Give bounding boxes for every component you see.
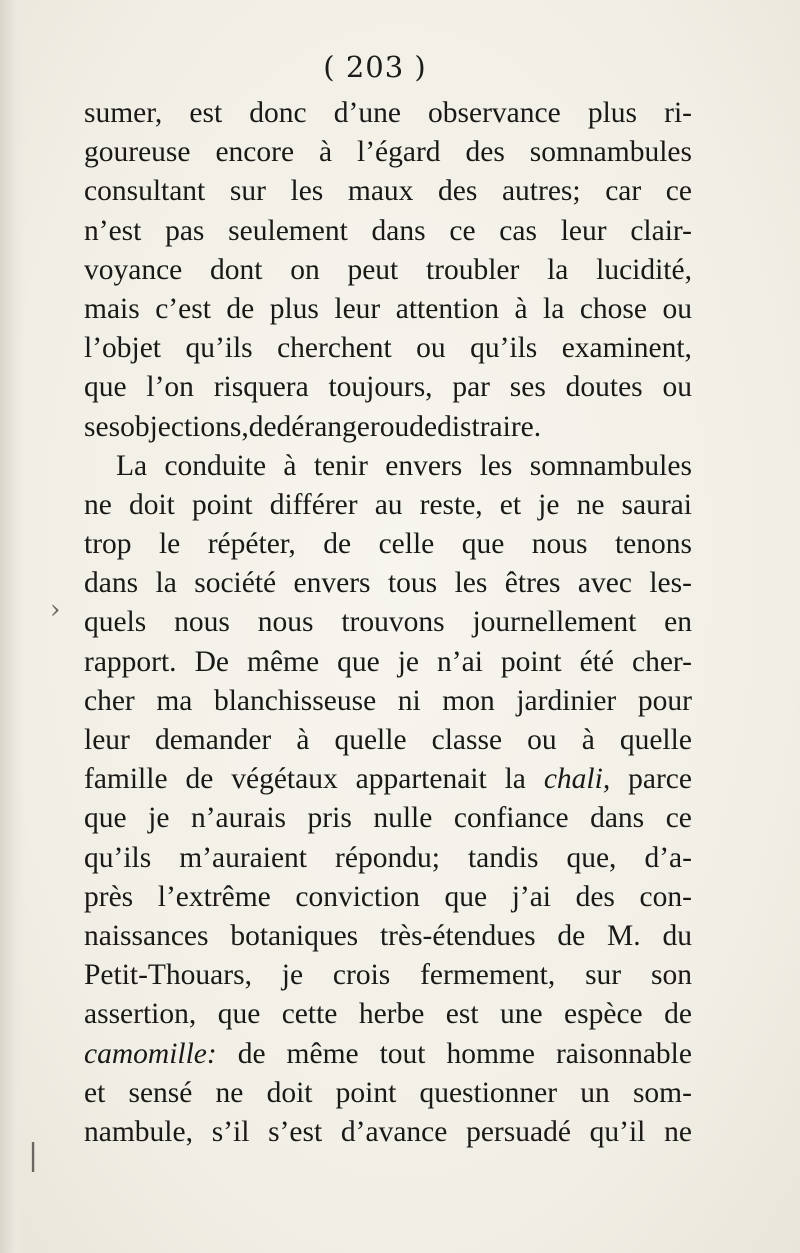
word: plus <box>269 292 319 325</box>
word: questionner <box>419 1076 558 1109</box>
word: botaniques <box>230 919 359 952</box>
word: cher <box>84 684 135 717</box>
word: s’il <box>211 1115 250 1148</box>
word: la <box>504 763 526 796</box>
word: De <box>194 645 229 678</box>
text-line <box>84 956 692 995</box>
text-line <box>84 878 692 917</box>
text-line <box>84 564 692 603</box>
text-line <box>84 133 692 172</box>
word: espèce <box>564 998 643 1031</box>
word: tenons <box>614 528 692 561</box>
word: que <box>84 802 127 835</box>
word: homme <box>446 1037 535 1070</box>
text-line <box>84 603 692 642</box>
word: est <box>445 998 479 1031</box>
word: trop <box>84 528 132 561</box>
text-line <box>84 721 692 760</box>
word: est <box>189 97 223 129</box>
text-line <box>84 251 692 290</box>
word: autres; <box>501 175 581 208</box>
word: que <box>84 371 127 404</box>
word: des <box>438 175 478 208</box>
word: à <box>296 724 310 756</box>
word: n’aurais <box>190 802 286 835</box>
word: que, <box>566 841 617 874</box>
word: somnambules <box>529 136 692 169</box>
word: leur <box>84 724 130 756</box>
word: et <box>84 1076 106 1109</box>
word: quelle <box>334 724 407 756</box>
word: con- <box>639 880 692 913</box>
word: d’a- <box>644 841 692 874</box>
word: camomille: <box>84 1037 217 1070</box>
text-line <box>84 839 692 878</box>
word: végétaux <box>231 763 338 796</box>
word: risquera <box>213 371 309 404</box>
word: leur <box>334 292 381 325</box>
word: à <box>318 136 333 169</box>
word: observance <box>428 97 561 129</box>
word: on <box>290 253 320 286</box>
word: crois <box>332 959 391 992</box>
word: doutes <box>565 371 643 404</box>
word: persuadé <box>466 1115 571 1148</box>
word: maux <box>347 175 414 208</box>
word: le <box>158 528 181 561</box>
word: mon <box>442 684 495 717</box>
word: fermement, <box>420 959 556 992</box>
word: sensé <box>128 1076 193 1109</box>
word: la <box>547 253 569 286</box>
text-line <box>84 408 692 447</box>
word: ne <box>84 488 112 521</box>
word: point <box>500 645 562 678</box>
word: point <box>335 1076 397 1109</box>
word: même <box>286 1037 359 1070</box>
word: troubler <box>425 253 520 286</box>
word: déranger <box>276 410 380 443</box>
word: ne <box>664 1115 692 1148</box>
word: différer <box>269 488 358 521</box>
text-line <box>84 290 692 329</box>
word: d’une <box>333 97 401 129</box>
word: objections, <box>120 410 249 443</box>
word: c’est <box>155 292 211 325</box>
word: som- <box>632 1076 692 1109</box>
word: de <box>409 410 438 443</box>
text-line <box>84 525 692 564</box>
word: ou <box>662 371 692 404</box>
text-line <box>84 329 692 368</box>
word: de <box>323 528 352 561</box>
word: rapport. <box>84 645 177 678</box>
word: n’est <box>84 214 142 247</box>
word: celle <box>378 528 435 561</box>
word: l’objet <box>84 332 162 365</box>
word: ou <box>416 332 446 365</box>
word: l’on <box>146 371 194 404</box>
word: car <box>605 175 642 208</box>
word: sumer, <box>84 97 163 129</box>
word: répondu; <box>335 841 440 874</box>
word: doit <box>266 1076 313 1109</box>
word: de <box>248 410 277 443</box>
word: je <box>281 959 304 992</box>
word: que <box>337 645 380 678</box>
word: qu’ils <box>470 332 538 365</box>
text-line <box>84 760 692 799</box>
word: quelle <box>619 724 692 756</box>
word: toujours, <box>328 371 433 404</box>
word: plus <box>587 97 638 129</box>
word: quels <box>84 606 147 639</box>
word: j’ai <box>511 880 551 913</box>
body-text <box>84 94 692 1152</box>
word: tandis <box>467 841 539 874</box>
text-line <box>84 212 692 251</box>
word: et <box>499 488 522 521</box>
word: distraire. <box>437 410 542 443</box>
word: s’est <box>268 1115 323 1148</box>
word: consultant <box>84 175 206 208</box>
word: l’extrême <box>157 880 271 913</box>
word: pour <box>637 684 692 717</box>
word: à <box>514 292 528 325</box>
word: n’ai <box>437 645 483 678</box>
word: ou <box>662 292 692 325</box>
word: d’avance <box>340 1115 448 1148</box>
word: un <box>580 1076 610 1109</box>
word: sur <box>585 959 622 992</box>
word: mais <box>84 292 140 325</box>
word: pas <box>165 214 205 247</box>
word: de <box>185 763 214 796</box>
word: attention <box>395 292 499 325</box>
word: ne <box>215 1076 244 1109</box>
word: très-étendues <box>379 919 536 952</box>
word: ce <box>665 175 692 208</box>
word: ce <box>449 214 476 247</box>
word: son <box>650 959 692 992</box>
word: chose <box>579 292 647 325</box>
word: envers <box>385 449 463 482</box>
word: jardinier <box>516 684 617 717</box>
word: famille <box>84 763 168 796</box>
word: des <box>465 136 505 169</box>
text-line <box>84 799 692 838</box>
word: cherchent <box>277 332 392 365</box>
margin-mark: | <box>28 1138 39 1173</box>
word: cher- <box>632 645 692 678</box>
word: ri- <box>664 97 692 129</box>
word: ou <box>379 410 410 443</box>
word: goureuse <box>84 136 191 169</box>
word: clair- <box>630 214 692 247</box>
word: somnambules <box>529 449 692 482</box>
page-number: ( 203 ) <box>323 50 427 84</box>
word: conviction <box>295 880 420 913</box>
word: même <box>247 645 320 678</box>
word: par <box>452 371 491 404</box>
word: des <box>575 880 615 913</box>
text-line <box>84 1035 692 1074</box>
word: assertion, <box>84 998 197 1031</box>
word: doit <box>128 488 175 521</box>
word: de <box>226 292 255 325</box>
word: journellement <box>472 606 637 639</box>
word: encore <box>215 136 295 169</box>
word: que <box>461 528 505 561</box>
word: je <box>148 802 170 835</box>
page-gutter-shadow <box>0 0 26 1253</box>
word: ou <box>527 724 557 756</box>
word: parce <box>628 763 692 796</box>
word: l’égard <box>357 136 441 169</box>
word: voyance <box>84 253 183 286</box>
word: pris <box>307 802 352 835</box>
word: dans <box>84 567 139 600</box>
word: chali, <box>543 763 611 796</box>
word: La <box>116 449 148 482</box>
word: cas <box>499 214 537 247</box>
word: êtres <box>504 567 561 600</box>
word: ce <box>665 802 692 835</box>
word: tous <box>387 567 438 600</box>
word: qu’il <box>589 1115 646 1148</box>
word: envers <box>293 567 371 600</box>
word: du <box>662 919 692 952</box>
word: nambule, <box>84 1115 193 1148</box>
word: saurai <box>621 488 692 521</box>
word: une <box>500 998 543 1031</box>
text-line <box>84 94 692 133</box>
margin-mark: › <box>50 595 61 625</box>
text-line <box>84 1074 692 1113</box>
word: la <box>155 567 177 600</box>
text-line <box>84 917 692 956</box>
word: société <box>194 567 277 600</box>
word: à <box>283 449 297 482</box>
text-line <box>84 1113 692 1152</box>
word: lucidité, <box>596 253 692 286</box>
word: conduite <box>164 449 267 482</box>
word: reste, <box>419 488 483 521</box>
text-line <box>84 643 692 682</box>
word: M. <box>607 919 641 952</box>
word: ses <box>509 371 546 404</box>
text-line <box>84 995 692 1034</box>
word: les <box>290 175 324 208</box>
word: près <box>84 880 134 913</box>
word: la <box>543 292 565 325</box>
word: classe <box>431 724 503 756</box>
word: donc <box>249 97 307 129</box>
word: que <box>217 998 261 1031</box>
word: les- <box>649 567 692 600</box>
text-line <box>84 172 692 211</box>
word: ne <box>576 488 605 521</box>
word: dont <box>210 253 263 286</box>
word: au <box>374 488 403 521</box>
word: à <box>581 724 595 756</box>
word: qu’ils <box>185 332 253 365</box>
word: nous <box>257 606 314 639</box>
word: répéter, <box>207 528 296 561</box>
word: peut <box>347 253 399 286</box>
word: je <box>538 488 560 521</box>
word: nous <box>531 528 588 561</box>
word: herbe <box>358 998 425 1031</box>
word: m’auraient <box>179 841 308 874</box>
word: les <box>454 567 488 600</box>
text-line <box>84 682 692 721</box>
word: que <box>444 880 488 913</box>
word: de <box>557 919 586 952</box>
word: de <box>237 1037 266 1070</box>
word: dans <box>590 802 645 835</box>
text-line <box>84 368 692 407</box>
text-line <box>84 447 692 486</box>
word: trouvons <box>341 606 445 639</box>
word: tout <box>379 1037 426 1070</box>
word: été <box>579 645 614 678</box>
word: les <box>479 449 513 482</box>
word: nulle <box>373 802 433 835</box>
word: nous <box>174 606 230 639</box>
word: qu’ils <box>84 841 152 874</box>
word: je <box>397 645 420 678</box>
word: Petit-Thouars, <box>84 959 252 992</box>
word: de <box>664 998 692 1031</box>
word: cette <box>281 998 338 1031</box>
word: leur <box>560 214 607 247</box>
word: raisonnable <box>555 1037 692 1070</box>
word: ses <box>84 410 121 443</box>
word: naissances <box>84 919 209 952</box>
word: confiance <box>453 802 569 835</box>
word: tenir <box>313 449 368 482</box>
word: seulement <box>228 214 348 247</box>
text-line <box>84 486 692 525</box>
word: en <box>664 606 692 639</box>
word: ni <box>397 684 421 717</box>
word: sur <box>229 175 266 208</box>
word: avec <box>577 567 632 600</box>
word: ma <box>156 684 193 717</box>
word: blanchisseuse <box>213 684 377 717</box>
word: dans <box>371 214 426 247</box>
word: examinent, <box>561 332 692 365</box>
word: appartenait <box>355 763 487 796</box>
word: demander <box>154 724 272 756</box>
word: point <box>191 488 253 521</box>
